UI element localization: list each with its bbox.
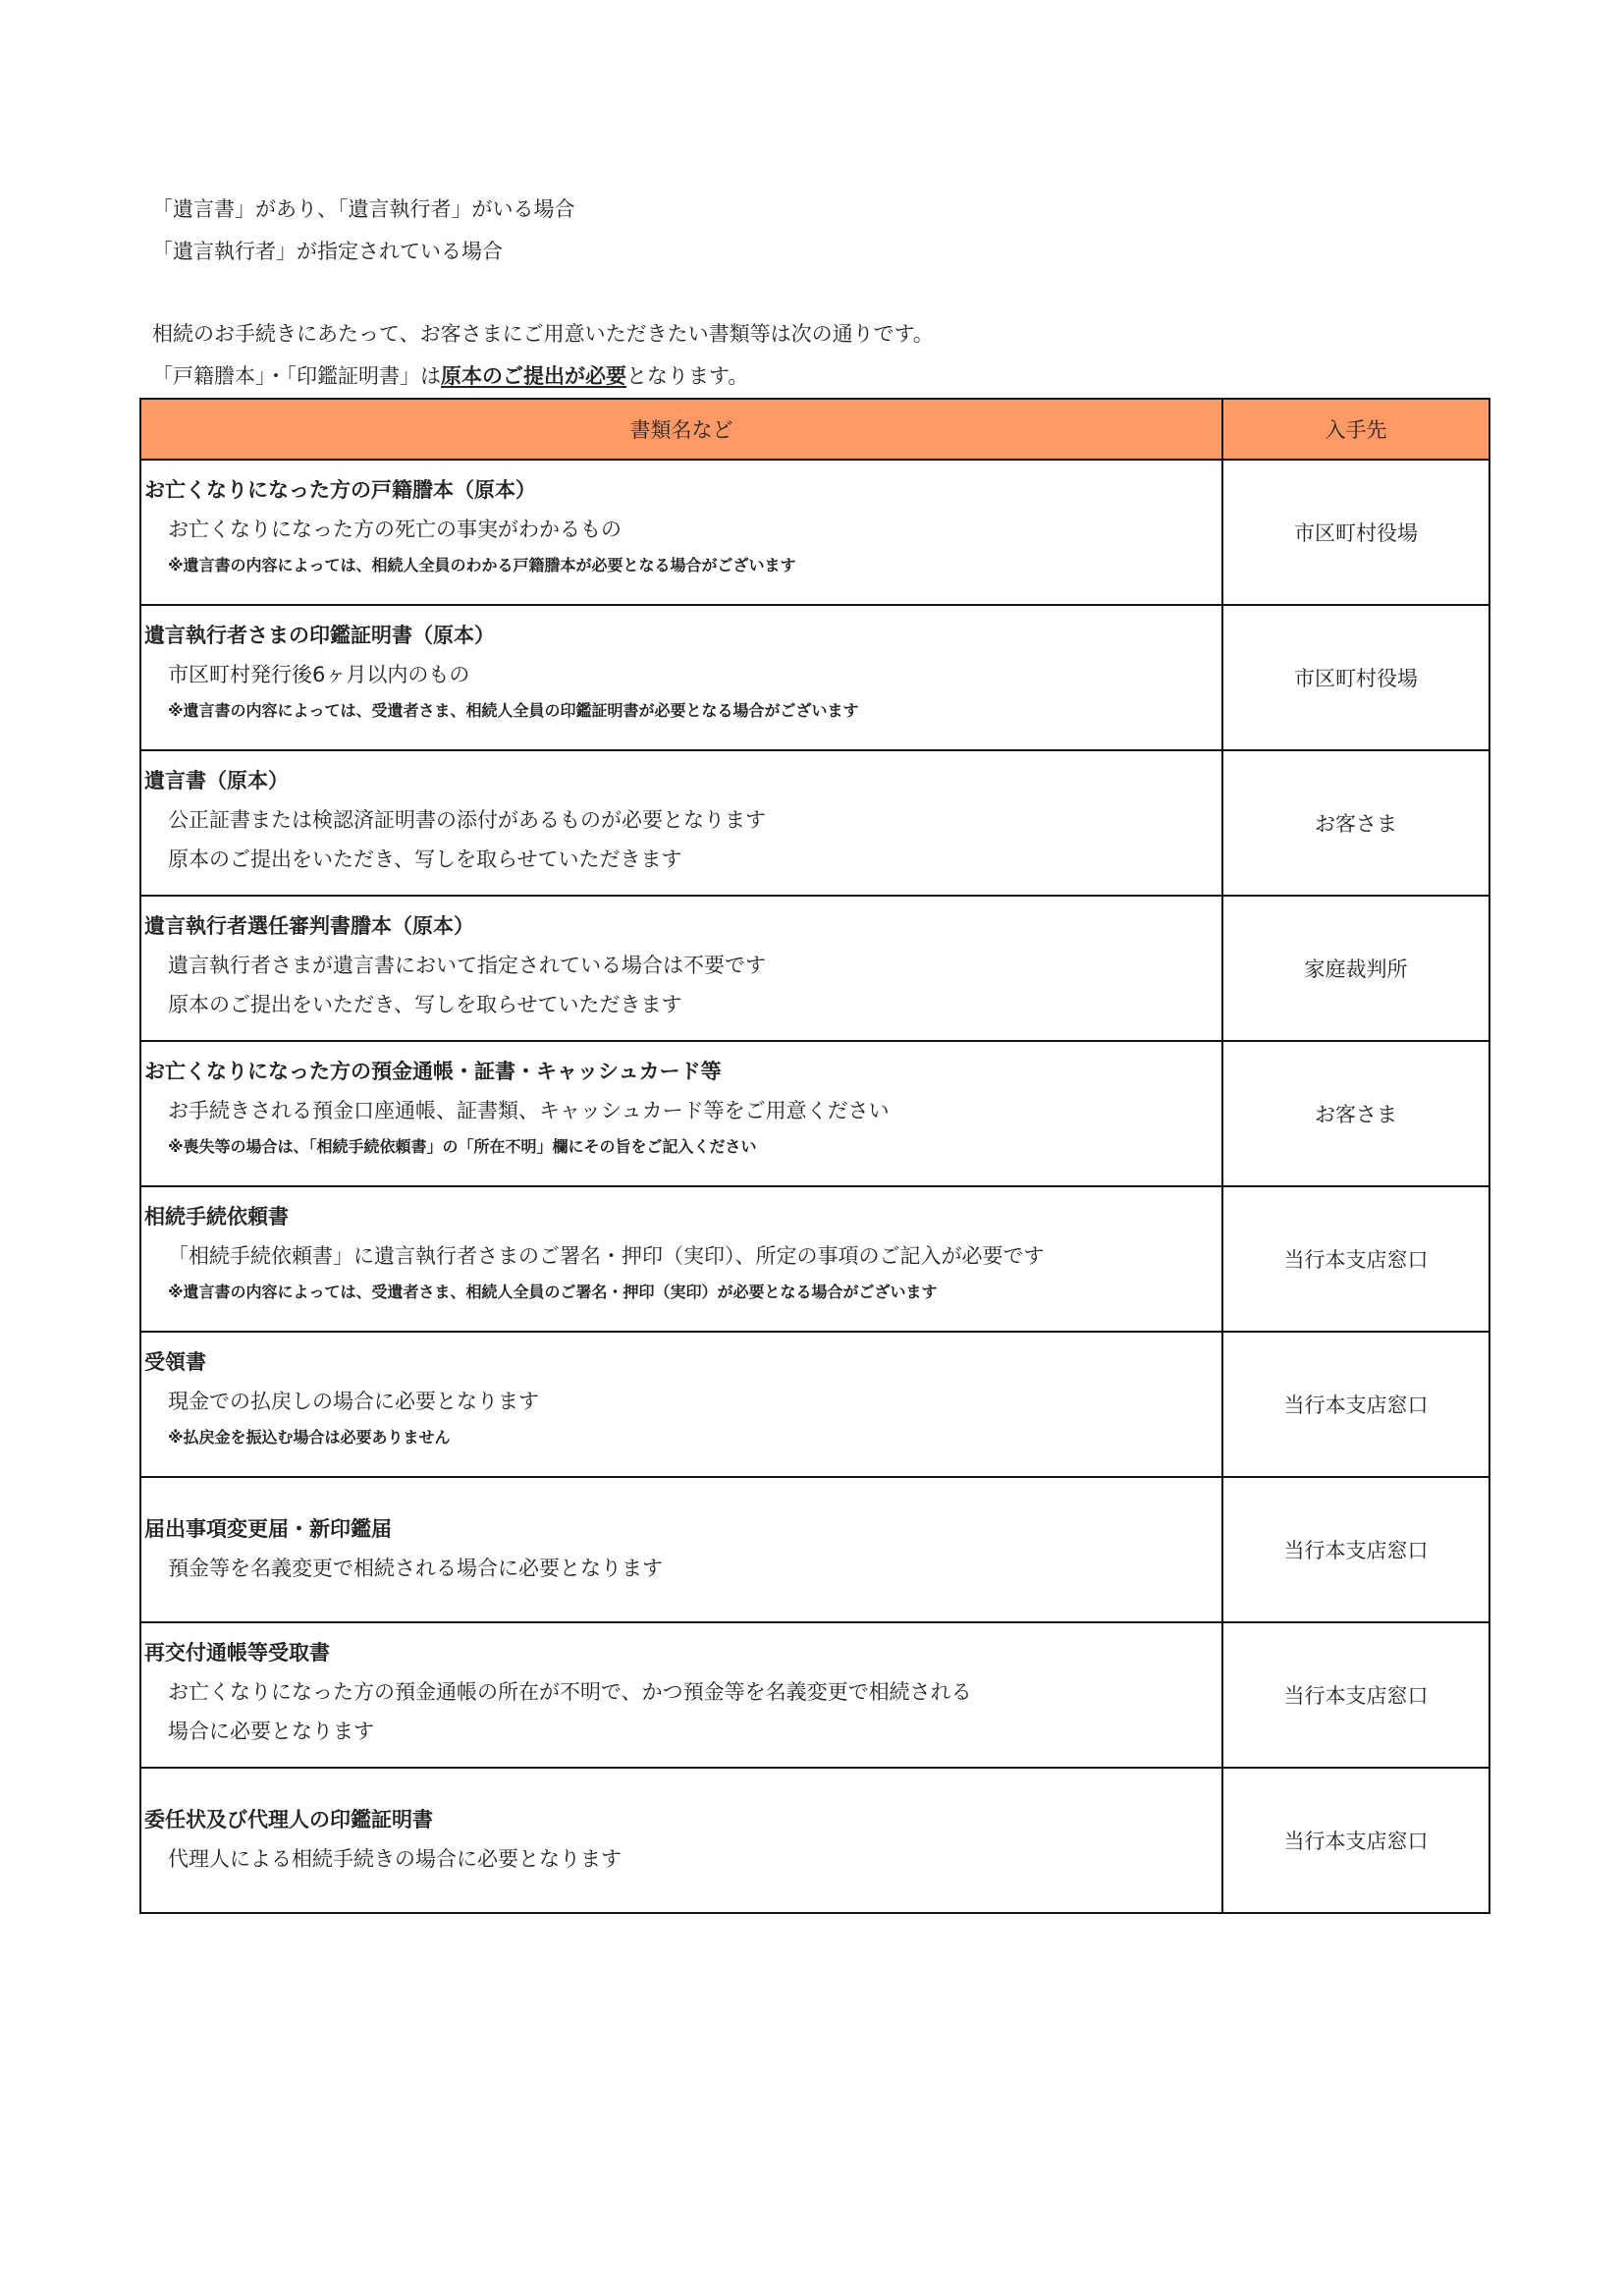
document-cell [140,1768,1222,1913]
source-cell: 当行本支店窓口 [1222,1768,1489,1913]
intro-line-1: 「遺言書」があり、「遺言執行者」がいる場合 [152,197,575,221]
document-cell [140,1477,1222,1622]
source-cell: 家庭裁判所 [1222,896,1489,1041]
intro-line-4 [152,366,748,387]
document-cell [140,896,1222,1041]
table-row [140,460,1489,605]
document-title: お亡くなりになった方の預金通帳・証書・キャッシュカード等 [144,1060,722,1083]
documents-table [139,398,1490,1914]
original-required-emphasis: 原本のご提出が必要 [441,364,626,388]
document-description: 原本のご提出をいただき、写しを取らせていただきます [168,847,682,871]
intro-line-2: 「遺言執行者」が指定されている場合 [152,240,503,263]
document-cell [140,750,1222,896]
document-cell [140,1186,1222,1332]
document-description: 現金での払戻しの場合に必要となります [168,1390,539,1413]
document-description: お亡くなりになった方の死亡の事実がわかるもの [168,518,622,541]
document-cell [140,1332,1222,1477]
table-row [140,896,1489,1041]
document-description: 市区町村発行後6ヶ月以内のもの [168,663,470,686]
table-row [140,1041,1489,1186]
document-description: 場合に必要となります [168,1720,374,1743]
source-cell: 市区町村役場 [1222,460,1489,605]
document-description: 原本のご提出をいただき、写しを取らせていただきます [168,993,682,1016]
document-description: 預金等を名義変更で相続される場合に必要となります [168,1557,663,1580]
document-title: 委任状及び代理人の印鑑証明書 [144,1808,433,1831]
document-note: ※払戻金を振込む場合は必要ありません [168,1428,451,1447]
document-description: 遺言執行者さまが遺言書において指定されている場合は不要です [168,954,766,977]
source-cell: 当行本支店窓口 [1222,1477,1489,1622]
document-cell [140,1622,1222,1768]
document-title: 遺言執行者選任審判書謄本（原本） [144,914,474,938]
table-row [140,1332,1489,1477]
table-row [140,1477,1489,1622]
table-row [140,605,1489,750]
document-title: 再交付通帳等受取書 [144,1641,330,1665]
document-note: ※遺言書の内容によっては、相続人全員のわかる戸籍謄本が必要となる場合がございます [168,556,796,574]
header-document-name: 書類名など [140,399,1222,460]
document-cell [140,1041,1222,1186]
document-description: お亡くなりになった方の預金通帳の所在が不明で、かつ預金等を名義変更で相続される [168,1680,972,1704]
document-note: ※喪失等の場合は、「相続手続依頼書」の「所在不明」欄にその旨をご記入ください [168,1137,757,1156]
document-note: ※遺言書の内容によっては、受遺者さま、相続人全員の印鑑証明書が必要となる場合がございます [168,701,859,720]
table-row [140,1622,1489,1768]
document-title: 相続手続依頼書 [144,1205,289,1229]
table-header-row [140,399,1489,460]
header-source: 入手先 [1222,399,1489,460]
source-cell: 当行本支店窓口 [1222,1332,1489,1477]
document-cell [140,605,1222,750]
document-title: お亡くなりになった方の戸籍謄本（原本） [144,478,536,502]
source-cell: 当行本支店窓口 [1222,1622,1489,1768]
table-row [140,750,1489,896]
document-description: お手続きされる預金口座通帳、証書類、キャッシュカード等をご用意ください [168,1099,890,1122]
table-row [140,1768,1489,1913]
document-title: 届出事項変更届・新印鑑届 [144,1517,392,1541]
document-note: ※遺言書の内容によっては、受遺者さま、相続人全員のご署名・押印（実印）が必要となる場合がございます [168,1283,938,1301]
intro-line-3: 相続のお手続きにあたって、お客さまにご用意いただきたい書類等は次の通りです。 [152,322,934,346]
table-row [140,1186,1489,1332]
document-title: 遺言執行者さまの印鑑証明書（原本） [144,624,495,647]
document-description: 公正証書または検認済証明書の添付があるものが必要となります [168,808,766,832]
document-description: 代理人による相続手続きの場合に必要となります [168,1847,622,1871]
document-description: 「相続手続依頼書」に遺言執行者さまのご署名・押印（実印）、所定の事項のご記入が必要です [168,1244,1045,1268]
document-title: 遺言書（原本） [144,769,289,793]
intro-line-4-post: となります。 [626,364,749,388]
source-cell: 市区町村役場 [1222,605,1489,750]
document-cell [140,460,1222,605]
source-cell: お客さま [1222,750,1489,896]
intro-line-4-pre: 「戸籍謄本」・「印鑑証明書」は [152,364,441,388]
source-cell: お客さま [1222,1041,1489,1186]
document-title: 受領書 [144,1350,206,1374]
source-cell: 当行本支店窓口 [1222,1186,1489,1332]
